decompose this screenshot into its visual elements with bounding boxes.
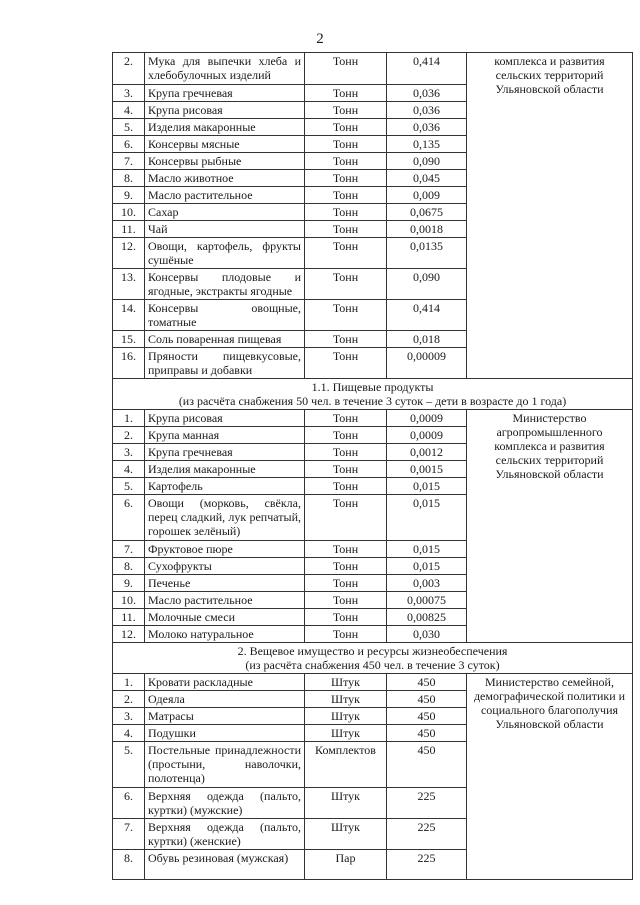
quantity-cell: 0,00825 (387, 609, 467, 626)
quantity-cell: 225 (387, 850, 467, 880)
item-number-cell: 3. (113, 85, 145, 102)
unit-cell: Тонн (305, 102, 387, 119)
item-name-cell: Молочные смеси (145, 609, 305, 626)
unit-cell: Штук (305, 725, 387, 742)
unit-cell: Тонн (305, 221, 387, 238)
item-number-cell: 5. (113, 742, 145, 788)
item-number-cell: 10. (113, 592, 145, 609)
item-name-cell: Овощи, картофель, фрукты сушёные (145, 238, 305, 269)
item-name-cell: Сухофрукты (145, 558, 305, 575)
section-header-cell (113, 379, 633, 410)
table-row (113, 674, 633, 691)
unit-cell: Тонн (305, 53, 387, 85)
item-name-cell: Верхняя одежда (пальто, куртки) (мужские) (145, 788, 305, 819)
unit-cell: Тонн (305, 592, 387, 609)
item-name-cell: Печенье (145, 575, 305, 592)
item-name-cell: Соль поваренная пищевая (145, 331, 305, 348)
unit-cell: Штук (305, 788, 387, 819)
quantity-cell: 0,090 (387, 153, 467, 170)
quantity-cell: 450 (387, 674, 467, 691)
unit-cell: Тонн (305, 541, 387, 558)
unit-cell: Тонн (305, 410, 387, 427)
item-name-cell: Крупа рисовая (145, 410, 305, 427)
quantity-cell: 0,0012 (387, 444, 467, 461)
item-number-cell: 14. (113, 300, 145, 331)
item-name-cell: Чай (145, 221, 305, 238)
section-title: 1.1. Пищевые продукты (311, 380, 434, 394)
item-number-cell: 8. (113, 170, 145, 187)
unit-cell: Тонн (305, 609, 387, 626)
quantity-cell: 0,0009 (387, 410, 467, 427)
item-number-cell: 8. (113, 558, 145, 575)
quantity-cell: 225 (387, 788, 467, 819)
item-number-cell: 15. (113, 331, 145, 348)
item-name-cell: Сахар (145, 204, 305, 221)
item-name-cell: Крупа гречневая (145, 444, 305, 461)
item-name-cell: Масло растительное (145, 592, 305, 609)
item-number-cell: 4. (113, 725, 145, 742)
quantity-cell: 0,009 (387, 187, 467, 204)
item-number-cell: 6. (113, 788, 145, 819)
item-name-cell: Верхняя одежда (пальто, куртки) (женские) (145, 819, 305, 850)
item-name-cell: Изделия макаронные (145, 119, 305, 136)
responsible-organization-cell: Министерство агропромышленного комплекса и развития сельских территорий Ульяновской области (467, 410, 633, 643)
unit-cell: Тонн (305, 85, 387, 102)
item-number-cell: 2. (113, 427, 145, 444)
quantity-cell: 0,045 (387, 170, 467, 187)
unit-cell: Штук (305, 819, 387, 850)
quantity-cell: 0,030 (387, 626, 467, 643)
item-number-cell: 7. (113, 153, 145, 170)
quantity-cell: 0,015 (387, 558, 467, 575)
unit-cell: Тонн (305, 119, 387, 136)
unit-cell: Пар (305, 850, 387, 880)
quantity-cell: 225 (387, 819, 467, 850)
unit-cell: Штук (305, 708, 387, 725)
quantity-cell: 0,0009 (387, 427, 467, 444)
unit-cell: Тонн (305, 136, 387, 153)
item-number-cell: 3. (113, 708, 145, 725)
item-number-cell: 9. (113, 187, 145, 204)
quantity-cell: 0,0675 (387, 204, 467, 221)
item-name-cell: Крупа манная (145, 427, 305, 444)
item-name-cell: Мука для выпечки хлеба и хлебобулочных изделий (145, 53, 305, 85)
item-name-cell: Крупа гречневая (145, 85, 305, 102)
item-number-cell: 3. (113, 444, 145, 461)
quantity-cell: 450 (387, 725, 467, 742)
unit-cell: Тонн (305, 187, 387, 204)
unit-cell: Тонн (305, 478, 387, 495)
item-name-cell: Овощи (морковь, свёкла, перец сладкий, лук репчатый, горошек зелёный) (145, 495, 305, 541)
section-header-cell (113, 643, 633, 674)
section-subtitle: (из расчёта снабжения 50 чел. в течение 3 суток – дети в возрасте до 1 года) (178, 394, 567, 408)
unit-cell: Тонн (305, 575, 387, 592)
quantity-cell: 0,0018 (387, 221, 467, 238)
item-number-cell: 4. (113, 461, 145, 478)
unit-cell: Тонн (305, 204, 387, 221)
unit-cell: Тонн (305, 300, 387, 331)
item-name-cell: Масло животное (145, 170, 305, 187)
quantity-cell: 450 (387, 742, 467, 788)
unit-cell: Тонн (305, 558, 387, 575)
item-number-cell: 8. (113, 850, 145, 880)
item-name-cell: Молоко натуральное (145, 626, 305, 643)
unit-cell: Тонн (305, 153, 387, 170)
unit-cell: Тонн (305, 269, 387, 300)
item-number-cell: 6. (113, 136, 145, 153)
item-number-cell: 11. (113, 221, 145, 238)
page-number: 2 (316, 31, 324, 47)
table-row (113, 53, 633, 85)
responsible-organization-cell: Министерство семейной, демографической политики и социального благополучия Ульяновской области (467, 674, 633, 880)
unit-cell: Тонн (305, 495, 387, 541)
item-number-cell: 9. (113, 575, 145, 592)
unit-cell: Комплектов (305, 742, 387, 788)
section-title: 2. Вещевое имущество и ресурсы жизнеобеспечения (237, 644, 508, 658)
item-name-cell: Пряности пищевкусовые, приправы и добавки (145, 348, 305, 379)
item-number-cell: 7. (113, 819, 145, 850)
unit-cell: Штук (305, 674, 387, 691)
unit-cell: Тонн (305, 331, 387, 348)
item-name-cell: Фруктовое пюре (145, 541, 305, 558)
item-number-cell: 12. (113, 626, 145, 643)
unit-cell: Тонн (305, 444, 387, 461)
item-name-cell: Консервы плодовые и ягодные, экстракты ягодные (145, 269, 305, 300)
quantity-cell: 0,036 (387, 102, 467, 119)
item-name-cell: Матрасы (145, 708, 305, 725)
section-header-row (113, 643, 633, 674)
quantity-cell: 0,036 (387, 119, 467, 136)
quantity-cell: 0,036 (387, 85, 467, 102)
item-number-cell: 2. (113, 53, 145, 85)
quantity-cell: 0,00009 (387, 348, 467, 379)
quantity-cell: 450 (387, 708, 467, 725)
quantity-cell: 450 (387, 691, 467, 708)
section-header-row (113, 379, 633, 410)
item-number-cell: 1. (113, 674, 145, 691)
item-name-cell: Картофель (145, 478, 305, 495)
unit-cell: Тонн (305, 427, 387, 444)
quantity-cell: 0,414 (387, 300, 467, 331)
quantity-cell: 0,414 (387, 53, 467, 85)
item-name-cell: Кровати раскладные (145, 674, 305, 691)
item-number-cell: 4. (113, 102, 145, 119)
item-number-cell: 5. (113, 478, 145, 495)
item-number-cell: 2. (113, 691, 145, 708)
unit-cell: Тонн (305, 348, 387, 379)
unit-cell: Тонн (305, 626, 387, 643)
item-number-cell: 12. (113, 238, 145, 269)
item-number-cell: 16. (113, 348, 145, 379)
item-name-cell: Постельные принадлежности (простыни, наволочки, полотенца) (145, 742, 305, 788)
item-number-cell: 1. (113, 410, 145, 427)
quantity-cell: 0,015 (387, 478, 467, 495)
quantity-cell: 0,015 (387, 495, 467, 541)
item-name-cell: Обувь резиновая (мужская) (145, 850, 305, 880)
quantity-cell: 0,135 (387, 136, 467, 153)
quantity-cell: 0,0135 (387, 238, 467, 269)
item-name-cell: Консервы рыбные (145, 153, 305, 170)
item-name-cell: Крупа рисовая (145, 102, 305, 119)
quantity-cell: 0,003 (387, 575, 467, 592)
unit-cell: Штук (305, 691, 387, 708)
quantity-cell: 0,0015 (387, 461, 467, 478)
unit-cell: Тонн (305, 170, 387, 187)
section-subtitle: (из расчёта снабжения 450 чел. в течение 3 суток) (245, 658, 500, 672)
item-number-cell: 7. (113, 541, 145, 558)
responsible-organization-cell: комплекса и развития сельских территорий Ульяновской области (467, 53, 633, 379)
quantity-cell: 0,00075 (387, 592, 467, 609)
item-name-cell: Изделия макаронные (145, 461, 305, 478)
item-name-cell: Консервы мясные (145, 136, 305, 153)
item-name-cell: Масло растительное (145, 187, 305, 204)
item-name-cell: Подушки (145, 725, 305, 742)
item-number-cell: 6. (113, 495, 145, 541)
item-number-cell: 10. (113, 204, 145, 221)
item-name-cell: Одеяла (145, 691, 305, 708)
item-number-cell: 5. (113, 119, 145, 136)
unit-cell: Тонн (305, 461, 387, 478)
supply-table-body (113, 53, 633, 880)
unit-cell: Тонн (305, 238, 387, 269)
table-row (113, 410, 633, 427)
quantity-cell: 0,015 (387, 541, 467, 558)
item-number-cell: 13. (113, 269, 145, 300)
quantity-cell: 0,090 (387, 269, 467, 300)
quantity-cell: 0,018 (387, 331, 467, 348)
item-name-cell: Консервы овощные, томатные (145, 300, 305, 331)
item-number-cell: 11. (113, 609, 145, 626)
supply-table (112, 52, 633, 880)
